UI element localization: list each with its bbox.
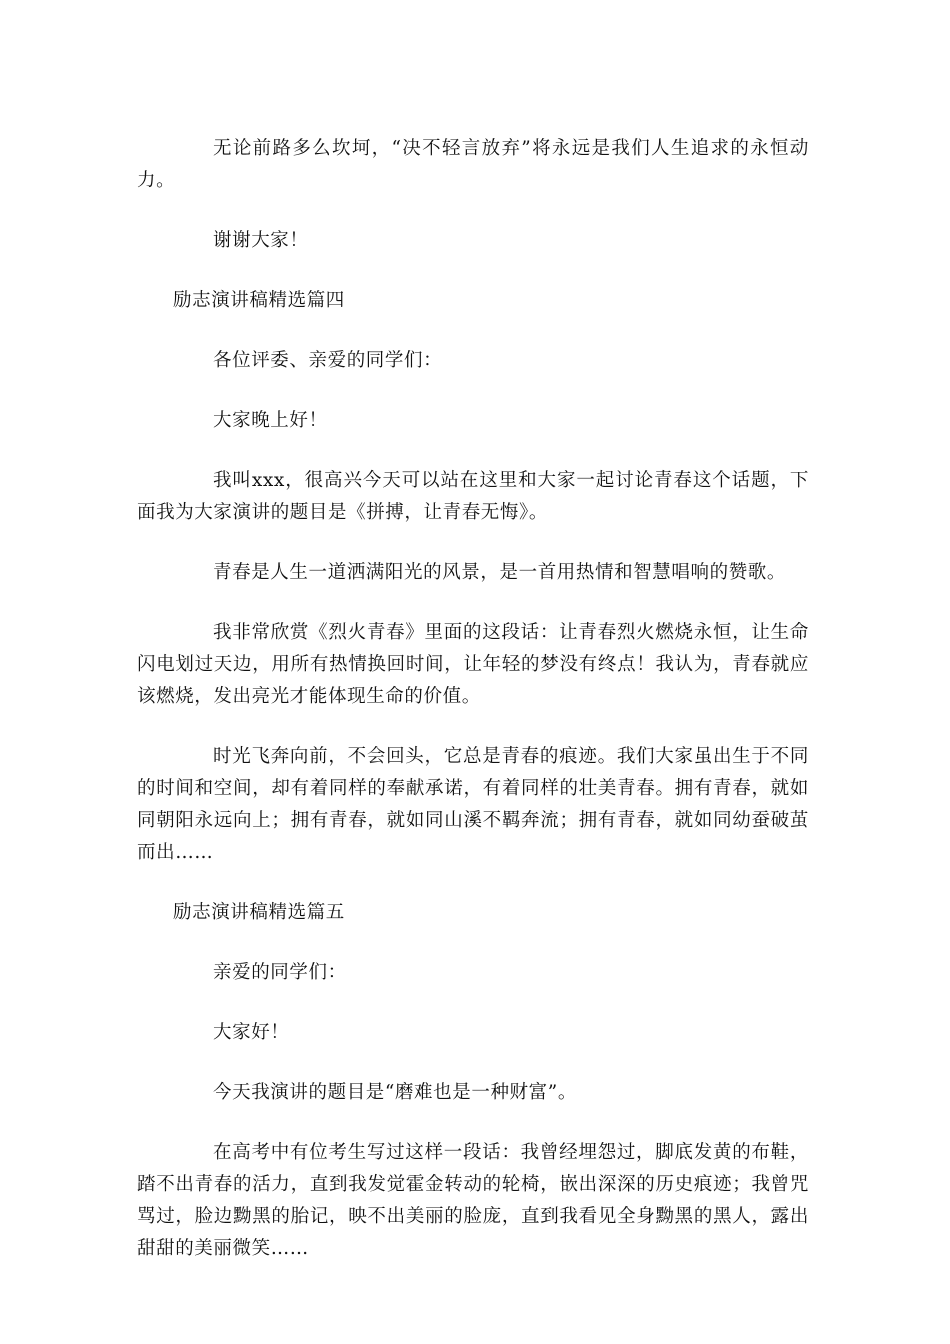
paragraph-fiery-youth: 我非常欣赏《烈火青春》里面的这段话：让青春烈火燃烧永恒，让生命闪电划过天边，用所有热情换回时间，让年轻的梦没有终点！我认为，青春就应该燃烧，发出亮光才能体现生命的价值。 bbox=[137, 622, 809, 707]
paragraph-salutation-judges: 各位评委、亲爱的同学们： bbox=[213, 350, 443, 371]
paragraph-salutation-students: 亲爱的同学们： bbox=[213, 962, 347, 983]
paragraph-time-flies: 时光飞奔向前，不会回头，它总是青春的痕迹。我们大家虽出生于不同的时间和空间，却有着同样的奉献承诺，有着同样的壮美青春。拥有青春，就如同朝阳永远向上；拥有青春，就如同山溪不羁奔流；拥有青春，就如同幼蚕破茧而出…… bbox=[137, 746, 809, 863]
paragraph-speech-title: 今天我演讲的题目是“磨难也是一种财富”。 bbox=[213, 1082, 577, 1103]
paragraph-perseverance: 无论前路多么坎坷，“决不轻言放弃”将永远是我们人生追求的永恒动力。 bbox=[137, 138, 809, 191]
paragraph-hello: 大家好！ bbox=[213, 1022, 290, 1043]
paragraph-introduction: 我叫xxx，很高兴今天可以站在这里和大家一起讨论青春这个话题，下面我为大家演讲的题目是《拼搏，让青春无悔》。 bbox=[137, 470, 809, 523]
paragraph-thanks: 谢谢大家！ bbox=[213, 230, 309, 251]
paragraph-exam-essay: 在高考中有位考生写过这样一段话：我曾经埋怨过，脚底发黄的布鞋，踏不出青春的活力，直到我发觉霍金转动的轮椅，嵌出深深的历史痕迹；我曾咒骂过，脸边黝黑的胎记，映不出美丽的脸庞，直到我看见全身黝黑的黑人，露出甜甜的美丽微笑…… bbox=[137, 1142, 809, 1259]
section-heading-five: 励志演讲稿精选篇五 bbox=[173, 902, 345, 923]
document-body bbox=[137, 133, 809, 1265]
section-heading-four: 励志演讲稿精选篇四 bbox=[173, 290, 345, 311]
paragraph-good-evening: 大家晚上好！ bbox=[213, 410, 328, 431]
paragraph-youth-scenery: 青春是人生一道洒满阳光的风景，是一首用热情和智慧唱响的赞歌。 bbox=[213, 562, 787, 583]
